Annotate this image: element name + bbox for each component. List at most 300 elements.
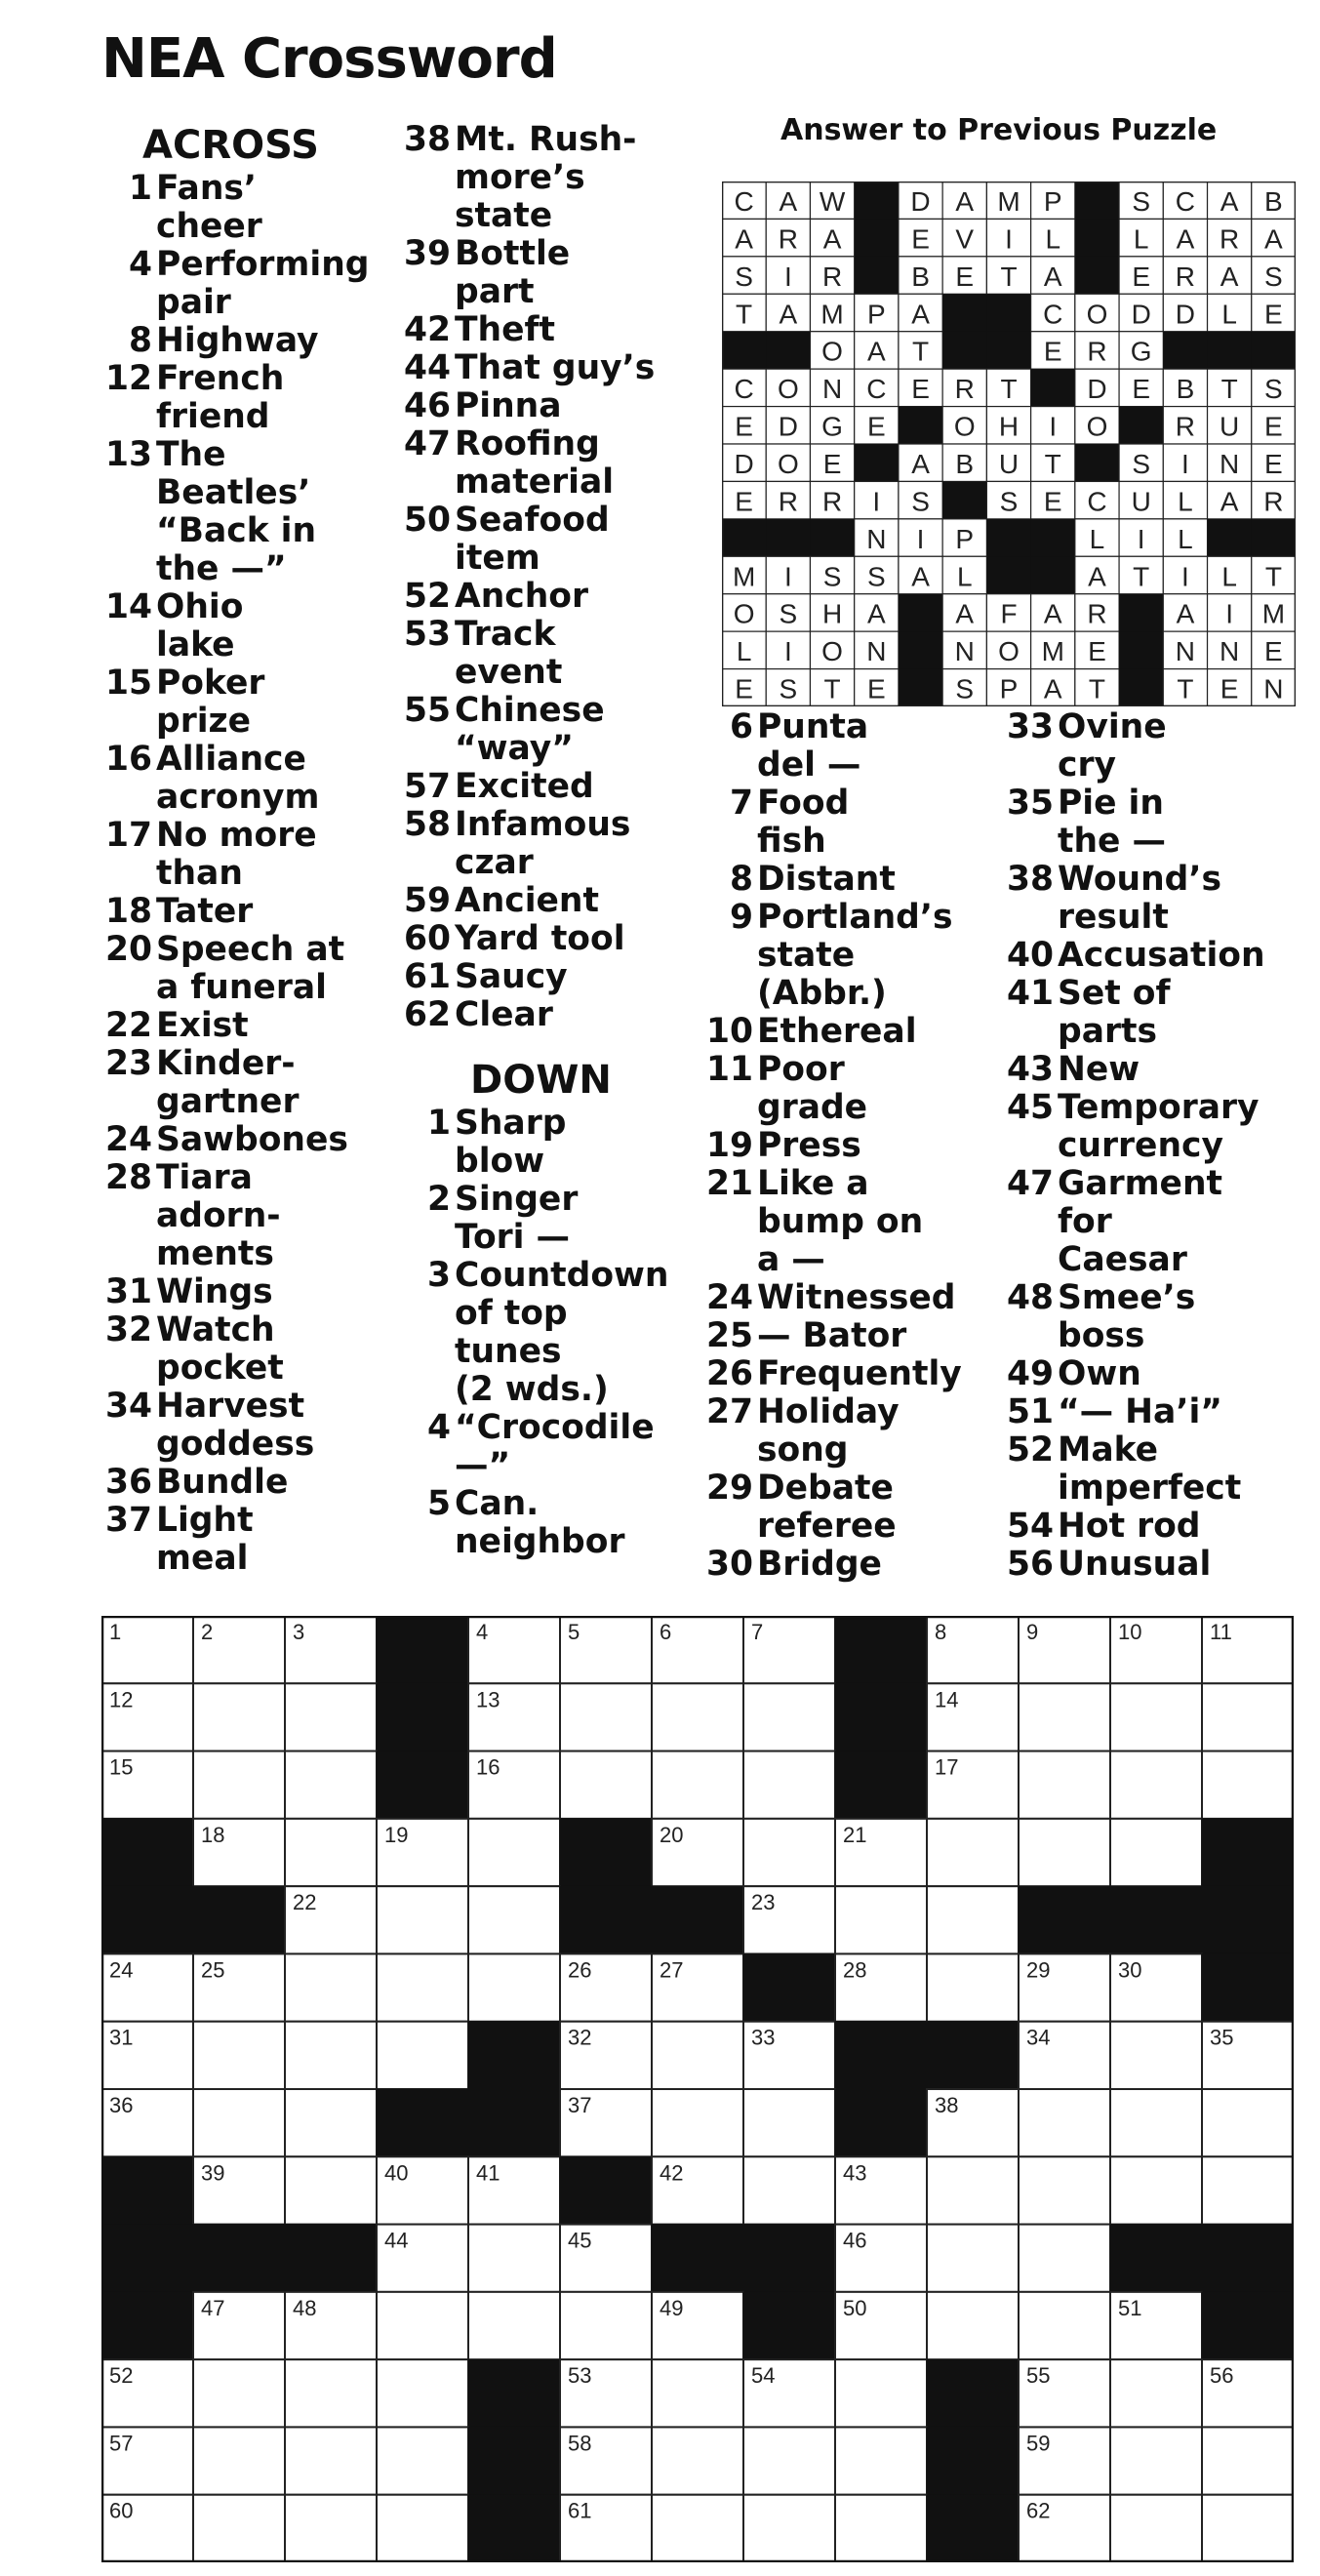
grid-cell-number: 60	[109, 2498, 134, 2523]
clue-text: Wound’s result	[1058, 860, 1221, 937]
answer-letter: W	[819, 185, 846, 217]
grid-block-cell	[927, 2359, 1020, 2428]
answer-letter: E	[911, 223, 930, 255]
grid-cell-number: 51	[1118, 2295, 1142, 2320]
grid-cell[interactable]	[652, 2495, 743, 2562]
clue-text: No more than	[156, 816, 317, 893]
grid-cell[interactable]	[1110, 2022, 1202, 2089]
grid-cell[interactable]	[193, 1683, 285, 1751]
down-clue-7	[702, 785, 1015, 861]
clue-text: Portland’s state (Abbr.)	[757, 898, 953, 1013]
clue-number: 16	[104, 740, 152, 779]
grid-cell[interactable]	[743, 2427, 835, 2494]
grid-cell[interactable]	[652, 2427, 743, 2494]
across-clue-1	[101, 170, 414, 246]
grid-cell-number: 56	[1210, 2363, 1234, 2389]
grid-cell[interactable]	[285, 2495, 377, 2562]
down-clue-48	[1003, 1279, 1315, 1355]
grid-cell-number: 45	[568, 2228, 592, 2253]
grid-block-cell	[927, 2427, 1020, 2495]
grid-cell[interactable]	[468, 1953, 560, 2021]
grid-cell[interactable]	[1202, 2427, 1294, 2494]
grid-cell[interactable]	[743, 2089, 835, 2156]
grid-cell[interactable]	[835, 2427, 927, 2494]
answer-block-cell	[1075, 219, 1120, 257]
clue-text: Make imperfect	[1058, 1430, 1242, 1508]
clue-text: Infamous czar	[455, 805, 631, 882]
grid-cell-number: 1	[109, 1620, 122, 1644]
grid-cell-number: 4	[476, 1620, 489, 1644]
clue-number: 1	[128, 169, 152, 208]
grid-cell[interactable]	[377, 1953, 468, 2021]
grid-cell[interactable]	[193, 2359, 285, 2427]
grid-cell[interactable]	[377, 1886, 468, 1953]
answer-block-cell	[1163, 332, 1208, 370]
grid-cell[interactable]	[743, 2495, 835, 2562]
answer-block-cell	[1031, 369, 1076, 407]
grid-block-cell	[743, 2224, 836, 2292]
clue-text: Pie in the —	[1058, 784, 1166, 861]
answer-letter: B	[911, 261, 930, 292]
clue-number: 15	[104, 664, 152, 703]
answer-block-cell	[1119, 669, 1164, 706]
grid-cell-number: 32	[568, 2025, 592, 2050]
answer-letter: R	[778, 486, 798, 517]
grid-cell-number: 29	[1026, 1957, 1051, 1983]
previous-answer-grid	[722, 181, 1296, 706]
clue-text: Bundle	[156, 1463, 289, 1502]
clue-text: Punta del —	[757, 707, 869, 785]
across-clue-31	[101, 1273, 414, 1311]
clue-number: 44	[403, 348, 451, 387]
grid-cell-number: 11	[1210, 1620, 1232, 1644]
answer-letter: T	[1044, 448, 1061, 479]
answer-letter: A	[1220, 185, 1239, 217]
grid-block-cell	[835, 1683, 928, 1751]
down-clue-list-3	[702, 708, 1015, 1584]
grid-cell[interactable]	[1110, 2427, 1202, 2494]
clue-text: Can. neighbor	[455, 1484, 625, 1561]
answer-letter: H	[998, 411, 1020, 442]
grid-cell[interactable]	[652, 2022, 743, 2089]
grid-block-cell	[1110, 2224, 1203, 2292]
grid-cell[interactable]	[377, 2359, 468, 2427]
grid-cell-number: 18	[201, 1822, 225, 1847]
clue-number: 34	[104, 1387, 152, 1426]
answer-letter: D	[1131, 299, 1151, 330]
down-clue-21	[702, 1165, 1015, 1279]
answer-letter: A	[911, 299, 930, 330]
across-clue-60	[400, 920, 722, 958]
grid-cell[interactable]	[193, 2495, 285, 2562]
grid-cell[interactable]	[1019, 1819, 1110, 1886]
answer-block-cell	[766, 332, 811, 370]
answer-letter: A	[955, 598, 975, 629]
grid-cell[interactable]	[193, 1751, 285, 1819]
answer-letter: E	[735, 673, 753, 704]
answer-block-cell	[899, 407, 943, 445]
grid-cell-number: 17	[935, 1754, 959, 1780]
grid-cell[interactable]	[468, 2292, 560, 2359]
grid-cell[interactable]	[285, 1953, 377, 2021]
answer-letter: I	[1049, 411, 1058, 442]
grid-cell[interactable]	[377, 2495, 468, 2562]
answer-letter: R	[1087, 336, 1107, 367]
grid-cell[interactable]	[468, 2225, 560, 2292]
grid-cell[interactable]	[835, 2495, 927, 2562]
answer-block-cell	[855, 219, 900, 257]
grid-cell[interactable]	[743, 1819, 835, 1886]
grid-cell[interactable]	[285, 2359, 377, 2427]
across-clue-47	[400, 425, 722, 502]
answer-letter: N	[1220, 448, 1240, 479]
answer-letter: E	[1264, 448, 1283, 479]
clue-text: Debate referee	[757, 1469, 897, 1546]
clue-text: Roofing material	[455, 424, 615, 502]
across-clue-52	[400, 578, 722, 616]
across-clue-17	[101, 817, 414, 893]
grid-cell[interactable]	[193, 2089, 285, 2156]
grid-cell-number: 24	[109, 1957, 134, 1983]
puzzle-title: NEA Crossword	[101, 27, 557, 91]
grid-cell[interactable]	[927, 1886, 1019, 1953]
across-heading: ACROSS	[142, 123, 319, 168]
clue-text: — Bator	[757, 1316, 907, 1355]
grid-cell[interactable]	[743, 2156, 835, 2224]
clue-text: Saucy	[455, 957, 568, 996]
grid-cell-number: 15	[109, 1754, 134, 1780]
answer-letter: T	[1000, 374, 1018, 405]
clue-text: Clear	[455, 995, 553, 1034]
grid-block-cell	[101, 2291, 194, 2359]
grid-cell[interactable]	[285, 1751, 377, 1819]
grid-cell[interactable]	[285, 2156, 377, 2224]
down-clue-6	[702, 708, 1015, 785]
answer-letter: I	[783, 636, 792, 667]
answer-letter: E	[735, 486, 753, 517]
grid-cell-number: 61	[568, 2498, 592, 2523]
answer-block-cell	[1119, 631, 1164, 669]
answer-letter: L	[1221, 299, 1237, 330]
grid-cell[interactable]	[468, 1819, 560, 1886]
clue-text: Highway	[156, 321, 319, 360]
grid-cell-number: 10	[1118, 1620, 1142, 1644]
grid-cell[interactable]	[1202, 2495, 1294, 2562]
clue-text: “Crocodile —”	[455, 1408, 655, 1485]
grid-cell-number: 52	[109, 2363, 134, 2389]
answer-block-cell	[1075, 181, 1120, 220]
clue-text: French friend	[156, 359, 285, 436]
across-clue-46	[400, 387, 722, 425]
clue-text: Fans’ cheer	[156, 169, 262, 246]
grid-block-cell	[835, 2021, 928, 2089]
across-clue-39	[400, 235, 722, 311]
answer-letter: E	[955, 261, 975, 292]
answer-letter: T	[1177, 673, 1194, 704]
grid-cell[interactable]	[377, 2022, 468, 2089]
answer-block-cell	[986, 556, 1031, 594]
answer-letter: A	[1043, 673, 1062, 704]
grid-cell[interactable]	[193, 2022, 285, 2089]
grid-cell[interactable]	[377, 2427, 468, 2494]
grid-cell[interactable]	[193, 2427, 285, 2494]
answer-letter: C	[734, 185, 754, 217]
clue-text: Track event	[455, 615, 563, 692]
across-clue-34	[101, 1388, 414, 1464]
clue-number: 22	[104, 1006, 152, 1045]
answer-block-cell	[766, 519, 811, 557]
grid-cell[interactable]	[285, 2089, 377, 2156]
down-clue-54	[1003, 1508, 1315, 1546]
grid-cell-number: 19	[384, 1822, 409, 1847]
answer-letter: E	[1264, 299, 1283, 330]
grid-cell[interactable]	[1110, 1751, 1202, 1819]
down-clue-24	[702, 1279, 1015, 1317]
grid-cell-number: 62	[1026, 2498, 1051, 2523]
grid-cell[interactable]	[835, 1886, 927, 1953]
grid-block-cell	[927, 2494, 1020, 2562]
clue-number: 13	[104, 435, 152, 474]
answer-letter: L	[1221, 561, 1237, 592]
grid-cell[interactable]	[927, 1819, 1019, 1886]
answer-letter: U	[998, 448, 1020, 479]
across-clue-14	[101, 588, 414, 664]
grid-cell[interactable]	[285, 1683, 377, 1751]
grid-cell-number: 20	[660, 1822, 684, 1847]
grid-cell[interactable]	[1019, 2089, 1110, 2156]
grid-cell-number: 35	[1210, 2025, 1234, 2050]
grid-cell-number: 16	[476, 1754, 500, 1780]
grid-cell[interactable]	[1110, 1819, 1202, 1886]
answer-letter: O	[733, 598, 755, 629]
grid-cell[interactable]	[1019, 2156, 1110, 2224]
clue-number: 53	[403, 615, 451, 654]
down-heading: DOWN	[470, 1058, 612, 1103]
answer-letter: U	[1220, 411, 1240, 442]
grid-cell[interactable]	[927, 2225, 1019, 2292]
clue-text: Exist	[156, 1006, 249, 1045]
clue-number: 59	[403, 881, 451, 920]
grid-cell-number: 43	[843, 2160, 867, 2186]
grid-cell-number: 58	[568, 2431, 592, 2456]
clue-number: 4	[128, 245, 152, 284]
grid-cell[interactable]	[285, 1819, 377, 1886]
grid-cell[interactable]	[285, 2022, 377, 2089]
grid-cell[interactable]	[652, 2359, 743, 2427]
answer-letter: R	[1087, 598, 1107, 629]
grid-cell[interactable]	[652, 1751, 743, 1819]
answer-letter: I	[1181, 448, 1189, 479]
answer-block-cell	[1119, 407, 1164, 445]
across-clue-18	[101, 893, 414, 931]
clue-number: 6	[729, 707, 753, 746]
down-clue-47	[1003, 1165, 1315, 1279]
clue-text: Holiday song	[757, 1392, 900, 1469]
crossword-grid[interactable]	[101, 1616, 1294, 2562]
answer-letter: A	[866, 598, 886, 629]
grid-cell[interactable]	[743, 1683, 835, 1751]
grid-cell[interactable]	[560, 1751, 652, 1819]
answer-letter: A	[1176, 223, 1195, 255]
answer-letter: S	[779, 598, 798, 629]
grid-cell[interactable]	[285, 2427, 377, 2494]
down-clue-51	[1003, 1393, 1315, 1431]
clue-text: That guy’s	[455, 348, 656, 387]
grid-cell[interactable]	[652, 1683, 743, 1751]
grid-cell-number: 38	[935, 2093, 959, 2117]
grid-cell[interactable]	[1110, 1683, 1202, 1751]
across-clues-column-1	[101, 121, 414, 1578]
grid-cell-number: 33	[751, 2025, 776, 2050]
answer-heading: Answer to Previous Puzzle	[780, 113, 1218, 147]
answer-block-cell	[942, 294, 987, 332]
grid-cell[interactable]	[377, 2292, 468, 2359]
down-clue-10	[702, 1013, 1015, 1051]
answer-letter: N	[1220, 636, 1240, 667]
clue-number: 62	[403, 995, 451, 1034]
grid-cell-number: 13	[476, 1687, 500, 1712]
answer-letter: D	[778, 411, 798, 442]
grid-cell-number: 23	[751, 1890, 776, 1915]
clue-text: Poor grade	[757, 1050, 868, 1127]
answer-letter: I	[1137, 523, 1145, 554]
clue-text: Pinna	[455, 386, 562, 425]
grid-block-cell	[377, 1616, 469, 1684]
clue-number: 56	[1006, 1545, 1054, 1584]
across-clue-36	[101, 1464, 414, 1502]
grid-cell[interactable]	[927, 2156, 1019, 2224]
across-clue-61	[400, 958, 722, 996]
grid-cell-number: 26	[568, 1957, 592, 1983]
clue-number: 7	[729, 784, 753, 823]
across-clue-62	[400, 996, 722, 1034]
answer-letter: A	[735, 223, 753, 255]
clue-number: 2	[426, 1180, 451, 1219]
grid-cell[interactable]	[743, 1751, 835, 1819]
down-clue-43	[1003, 1051, 1315, 1089]
grid-cell[interactable]	[1110, 2089, 1202, 2156]
answer-letter: A	[1176, 598, 1195, 629]
answer-letter: F	[1000, 598, 1018, 629]
grid-cell[interactable]	[1019, 1683, 1110, 1751]
grid-block-cell	[377, 2089, 469, 2157]
answer-block-cell	[942, 332, 987, 370]
grid-cell[interactable]	[1202, 1751, 1294, 1819]
clue-number: 55	[403, 691, 451, 730]
answer-block-cell	[722, 519, 767, 557]
clue-number: 10	[705, 1012, 753, 1051]
across-clue-55	[400, 692, 722, 768]
grid-cell[interactable]	[1019, 2225, 1110, 2292]
answer-block-cell	[722, 332, 767, 370]
answer-letter: O	[998, 636, 1020, 667]
grid-block-cell	[927, 2021, 1020, 2089]
grid-cell[interactable]	[835, 2359, 927, 2427]
grid-cell[interactable]	[927, 2292, 1019, 2359]
grid-cell[interactable]	[468, 1886, 560, 1953]
down-clue-56	[1003, 1546, 1315, 1584]
grid-block-cell	[743, 1953, 836, 2022]
answer-letter: E	[911, 374, 930, 405]
grid-cell-number: 21	[843, 1822, 867, 1847]
grid-cell[interactable]	[1019, 1751, 1110, 1819]
grid-cell[interactable]	[1202, 1683, 1294, 1751]
grid-cell[interactable]	[1202, 2156, 1294, 2224]
clue-number: 8	[729, 860, 753, 899]
clue-text: Press	[757, 1126, 861, 1165]
answer-block-cell	[899, 594, 943, 632]
answer-letter: I	[783, 261, 792, 292]
grid-block-cell	[1202, 1886, 1295, 1954]
clue-number: 31	[104, 1272, 152, 1311]
grid-cell-number: 41	[476, 2160, 500, 2186]
grid-cell[interactable]	[1110, 2156, 1202, 2224]
answer-letter: A	[911, 448, 930, 479]
answer-block-cell	[899, 631, 943, 669]
answer-letter: A	[822, 223, 842, 255]
grid-block-cell	[560, 1886, 653, 1954]
answer-letter: D	[1087, 374, 1107, 405]
grid-cell[interactable]	[560, 2292, 652, 2359]
clue-text: Bottle part	[455, 234, 571, 311]
clue-number: 37	[104, 1501, 152, 1540]
answer-letter: E	[866, 411, 886, 442]
answer-letter: A	[911, 561, 930, 592]
answer-letter: P	[999, 673, 1019, 704]
clue-text: The Beatles’ “Back in the —”	[156, 435, 317, 588]
clue-number: 32	[104, 1310, 152, 1349]
grid-cell[interactable]	[560, 1683, 652, 1751]
answer-letter: R	[821, 486, 843, 517]
answer-letter: P	[866, 299, 886, 330]
clue-text: Tiara adorn- ments	[156, 1158, 281, 1273]
grid-cell[interactable]	[1202, 2089, 1294, 2156]
clue-text: Sawbones	[156, 1120, 348, 1159]
clue-text: Mt. Rush- more’s state	[455, 120, 637, 235]
clue-text: Bridge	[757, 1545, 882, 1584]
grid-cell[interactable]	[927, 1953, 1019, 2021]
grid-block-cell	[1202, 1818, 1295, 1886]
grid-cell[interactable]	[652, 2089, 743, 2156]
answer-letter: B	[955, 448, 975, 479]
grid-block-cell	[1019, 1886, 1111, 1954]
grid-cell[interactable]	[1019, 2292, 1110, 2359]
clue-text: Seafood item	[455, 501, 610, 578]
grid-block-cell	[835, 1616, 928, 1684]
clue-number: 39	[403, 234, 451, 273]
clue-text: “— Ha’i”	[1058, 1392, 1222, 1431]
clue-number: 42	[403, 310, 451, 349]
clue-number: 51	[1006, 1392, 1054, 1431]
answer-letter: S	[1132, 185, 1151, 217]
answer-block-cell	[986, 294, 1031, 332]
answer-letter: B	[1264, 185, 1283, 217]
down-clue-29	[702, 1469, 1015, 1546]
answer-letter: T	[1264, 561, 1282, 592]
grid-block-cell	[743, 2291, 836, 2359]
clue-text: Own	[1058, 1354, 1141, 1393]
answer-letter: P	[1043, 185, 1062, 217]
answer-letter: N	[1175, 636, 1196, 667]
grid-block-cell	[468, 2089, 561, 2157]
down-clue-35	[1003, 785, 1315, 861]
clue-text: Yard tool	[455, 919, 625, 958]
clue-number: 8	[128, 321, 152, 360]
grid-cell[interactable]	[1110, 2495, 1202, 2562]
grid-cell-number: 37	[568, 2093, 592, 2117]
grid-cell[interactable]	[1110, 2359, 1202, 2427]
grid-cell-number: 6	[660, 1620, 672, 1644]
